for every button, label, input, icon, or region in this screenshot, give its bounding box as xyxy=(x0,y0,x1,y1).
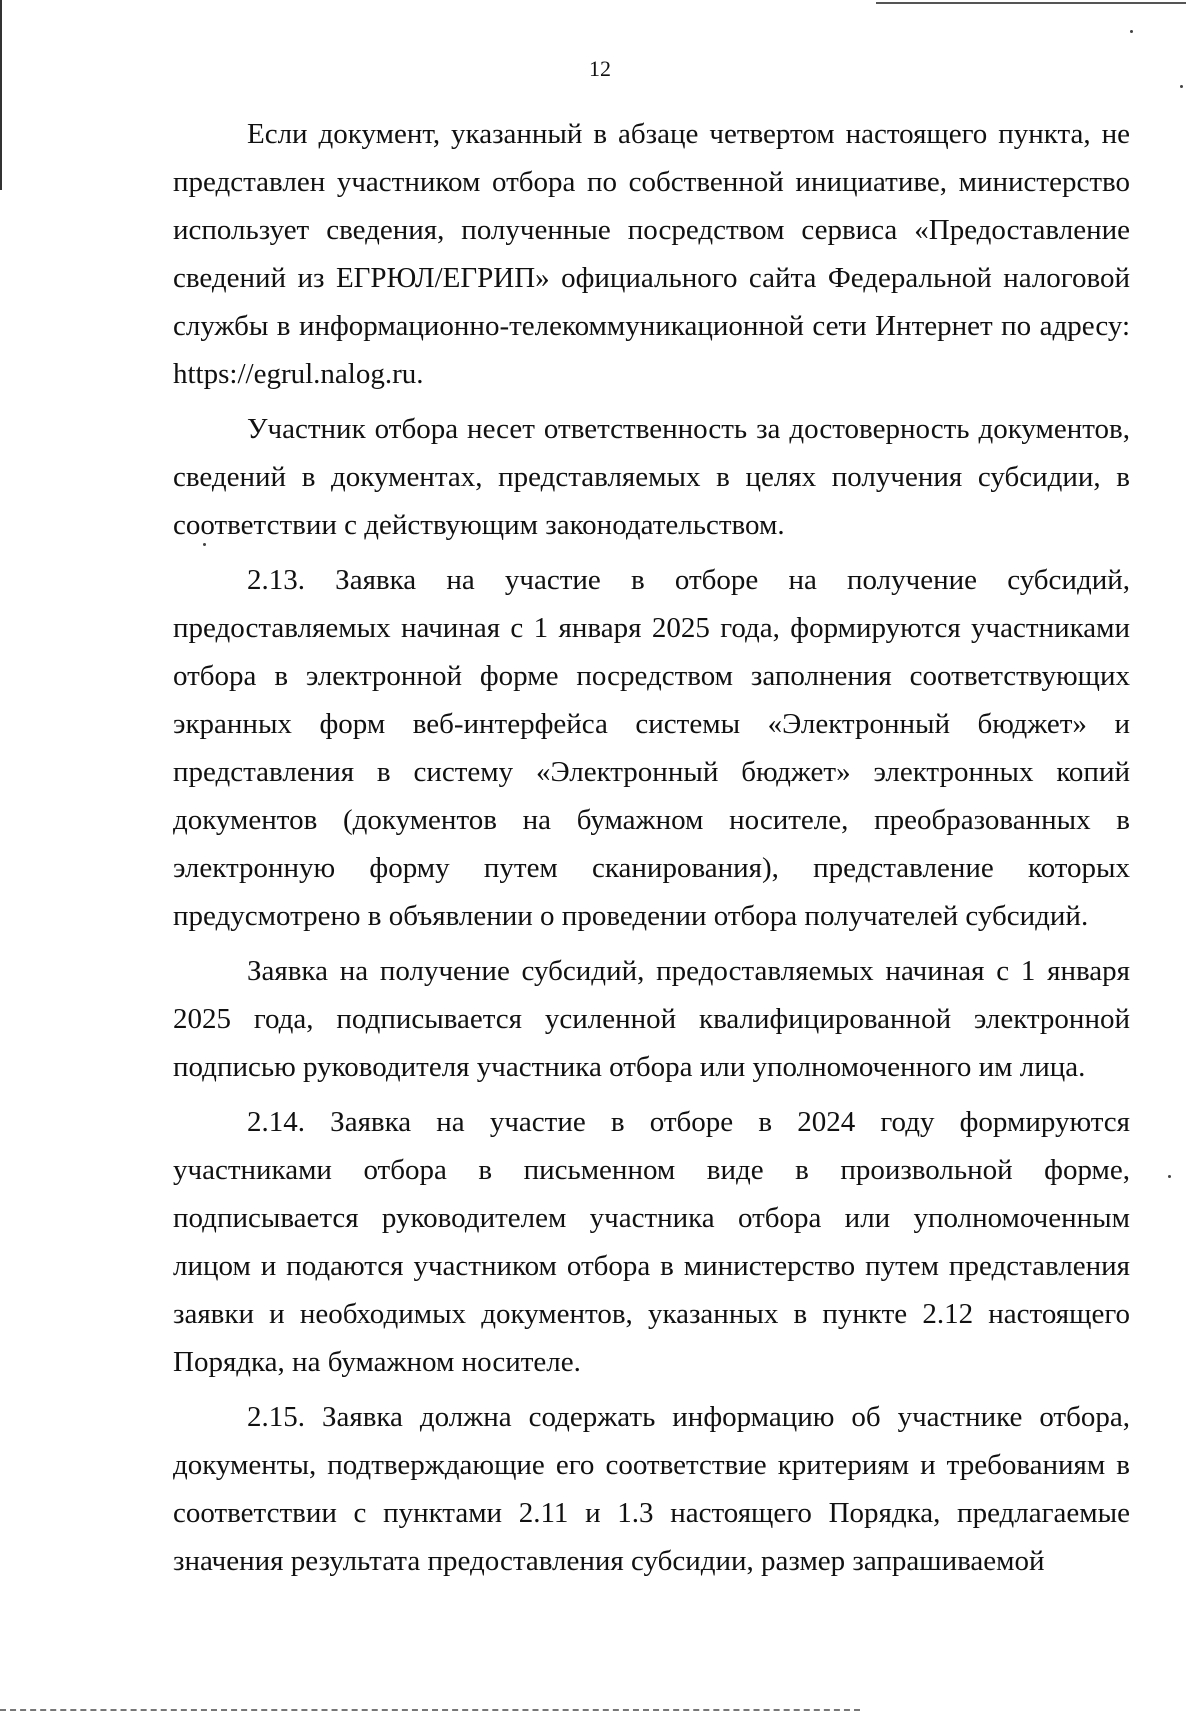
scan-speck xyxy=(1180,85,1183,88)
document-body xyxy=(173,110,1130,1592)
scan-edge-bottom xyxy=(0,1709,860,1711)
page-number: 12 xyxy=(589,56,611,81)
scan-speck xyxy=(1168,1175,1171,1178)
paragraph: 2.13. Заявка на участие в отборе на получение субсидий, предоставляемых начиная с 1 января 2025 года, формируются участниками отбора в электронной форме посредством заполнения соответствующих экранных форм веб-интерфейса системы «Электронный бюджет» и представления в систему «Электронный бюджет» электронных копий документов (документов на бумажном носителе, преобразованных в электронную форму путем сканирования), представление которых предусмотрено в объявлении о проведении отбора получателей субсидий. xyxy=(173,564,1130,932)
scan-edge-left xyxy=(0,0,2,190)
paragraph: 2.14. Заявка на участие в отборе в 2024 году формируются участниками отбора в письменном виде в произвольной форме, подписывается руководителем участника отбора или уполномоченным лицом и подаются участником отбора в министерство путем представления заявки и необходимых документов, указанных в пункте 2.12 настоящего Порядка, на бумажном носителе. xyxy=(173,1106,1130,1378)
paragraph: 2.15. Заявка должна содержать информацию об участнике отбора, документы, подтверждающие его соответствие критериям и требованиям в соответствии с пунктами 2.11 и 1.3 настоящего Порядка, предлагаемые значения результата предоставления субсидии, размер запрашиваемой xyxy=(173,1401,1130,1577)
paragraph: Если документ, указанный в абзаце четвертом настоящего пункта, не представлен участником отбора по собственной инициативе, министерство использует сведения, полученные посредством сервиса «Предоставление сведений из ЕГРЮЛ/ЕГРИП» официального сайта Федеральной налоговой службы в информационно-телекоммуникационной сети Интернет по адресу: https://egrul.nalog.ru. xyxy=(173,118,1130,390)
paragraph: Заявка на получение субсидий, предоставляемых начиная с 1 января 2025 года, подписывается усиленной квалифицированной электронной подписью руководителя участника отбора или уполномоченного им лица. xyxy=(173,955,1130,1083)
paragraph: Участник отбора несет ответственность за достоверность документов, сведений в документах, представляемых в целях получения субсидии, в соответствии с действующим законодательством. xyxy=(173,413,1130,541)
scan-speck xyxy=(1130,30,1133,33)
scan-edge-top xyxy=(876,2,1186,4)
